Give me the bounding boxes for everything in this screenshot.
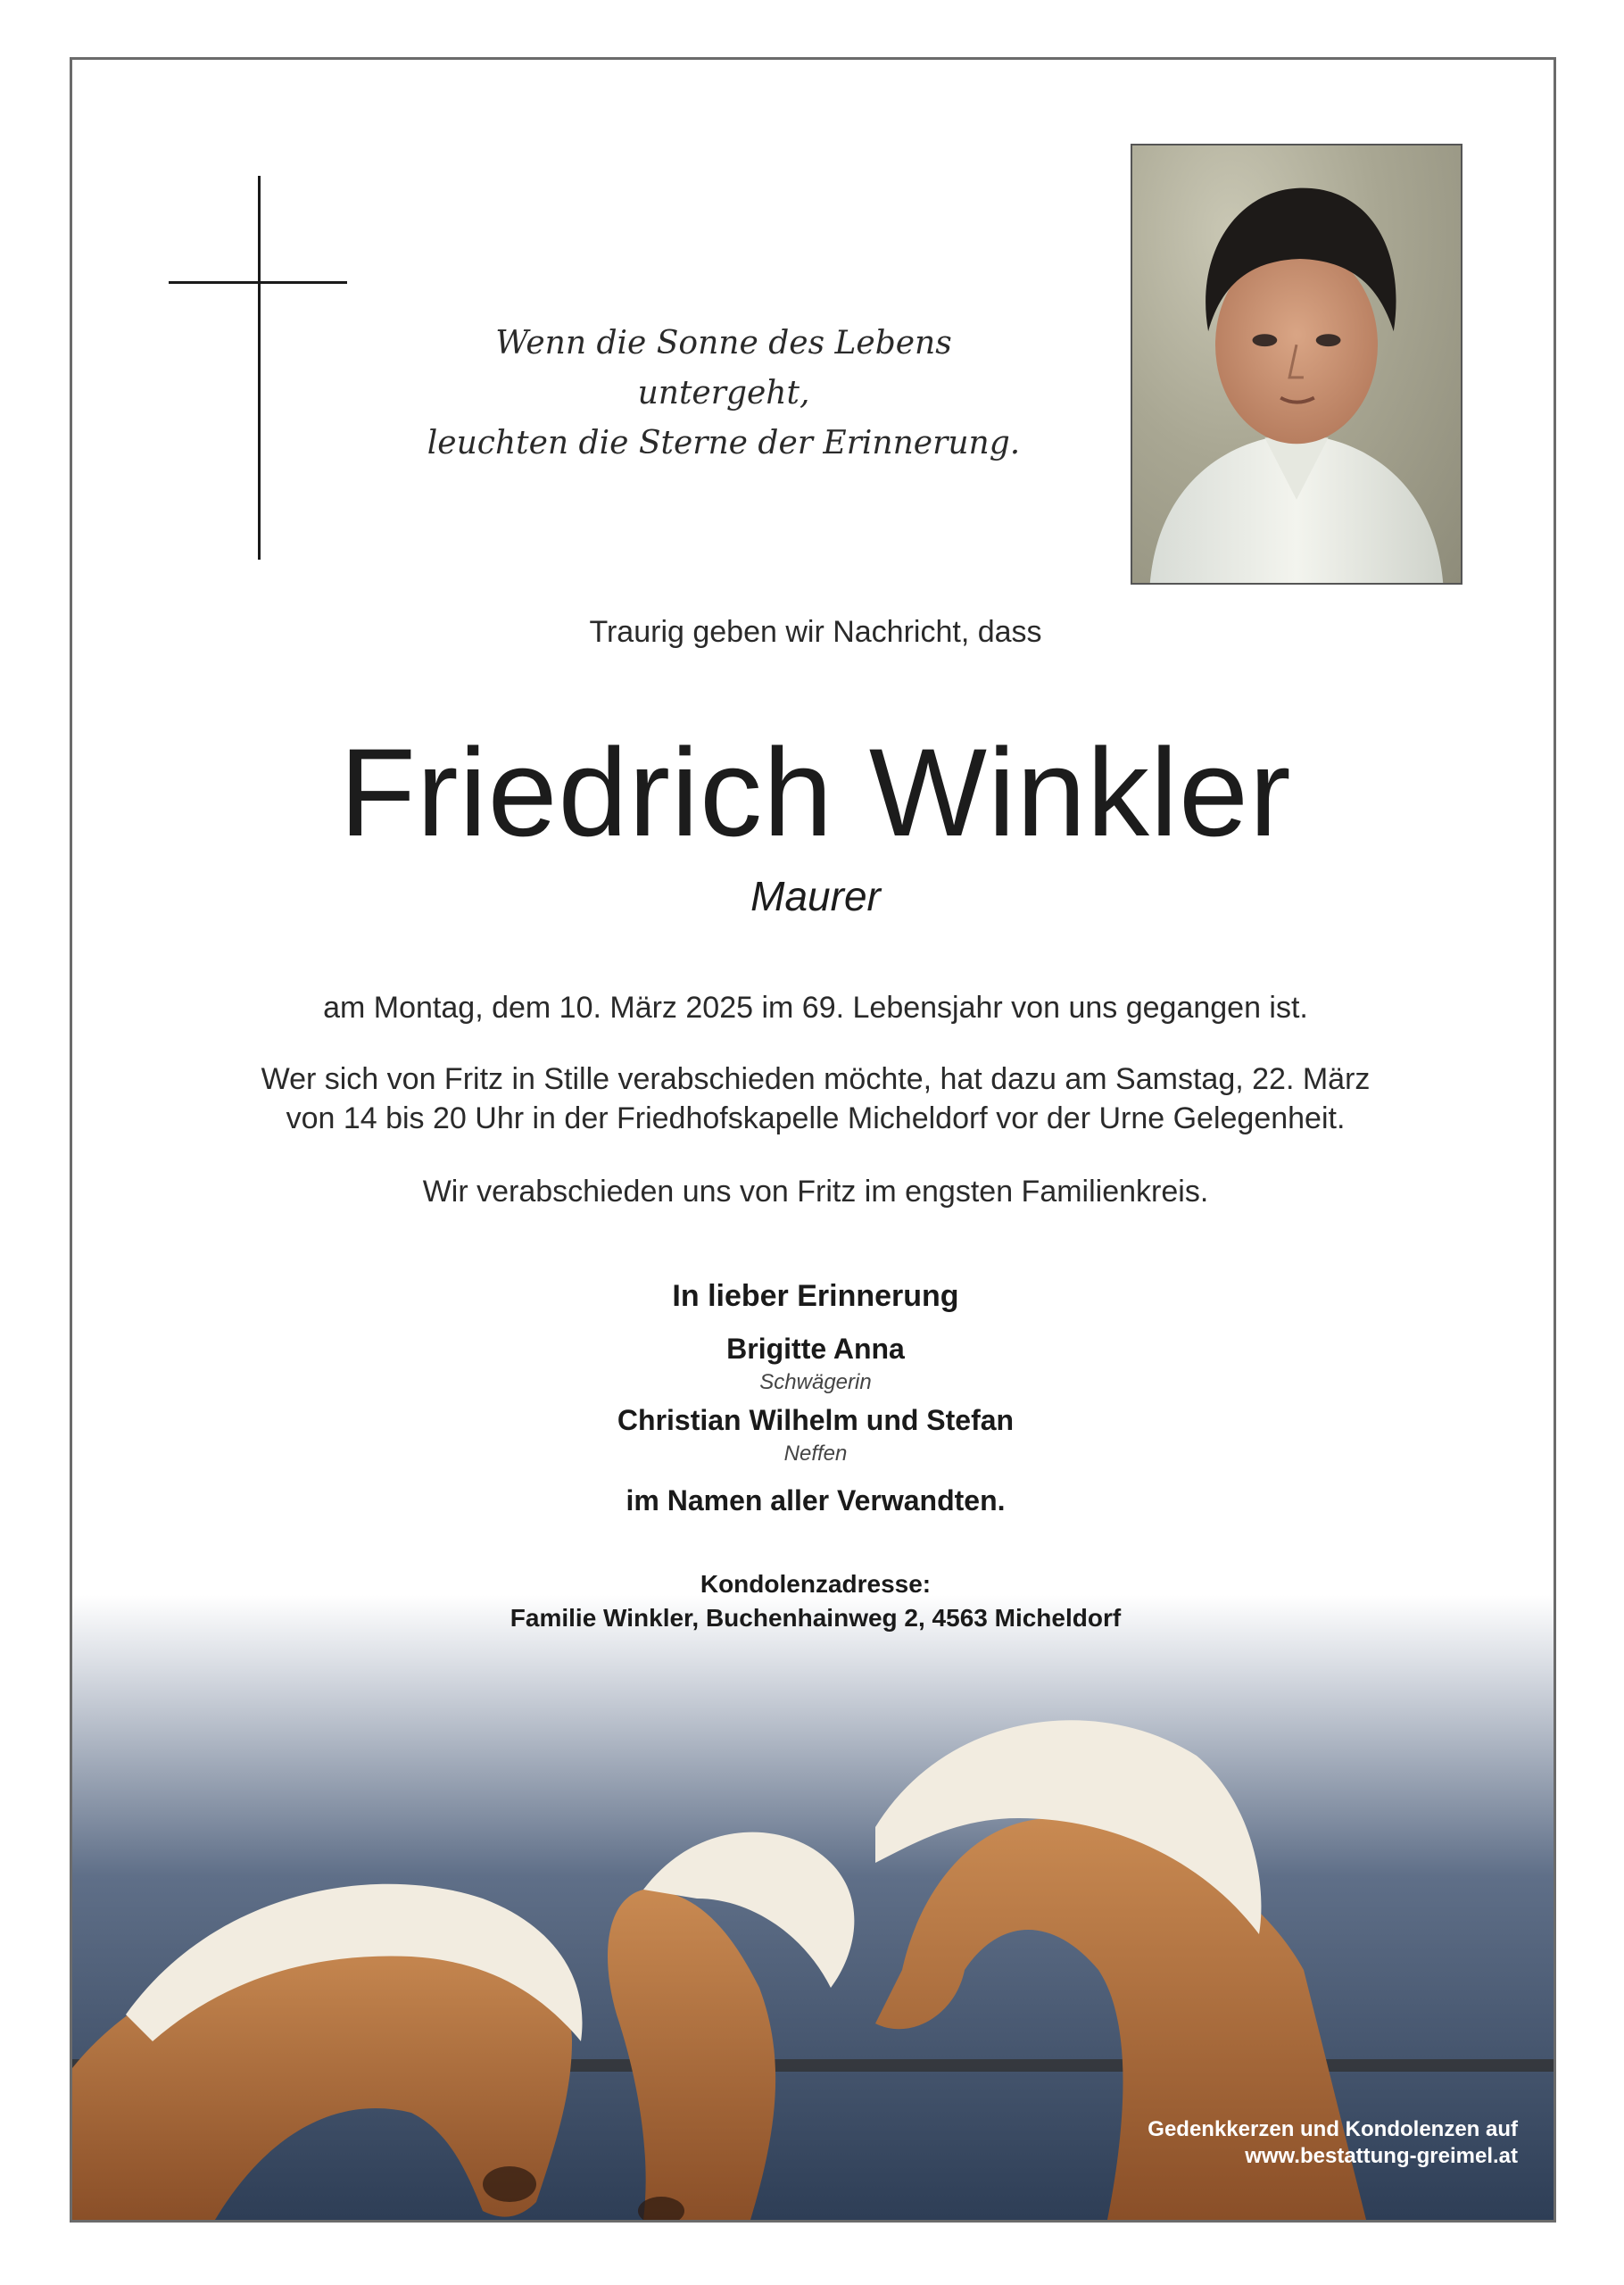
footer-line-1: Gedenkkerzen und Kondolenzen auf	[1148, 2117, 1518, 2141]
deceased-occupation: Maurer	[750, 873, 881, 919]
cross-icon	[258, 176, 261, 560]
quote-line-1: Wenn die Sonne des Lebens untergeht,	[495, 325, 952, 411]
signature-heading: In lieber Erinnerung	[672, 1279, 959, 1313]
family-notice: Wir verabschieden uns von Fritz im engsten Familienkreis.	[422, 1175, 1209, 1209]
condolence-label: Kondolenzadresse:	[700, 1570, 932, 1598]
quote-line-2: leuchten die Sterne der Erinnerung.	[427, 425, 1021, 461]
farewell-line-2: von 14 bis 20 Uhr in der Friedhofskapelle Micheldorf vor der Urne Gelegenheit.	[286, 1101, 1346, 1135]
footer-note	[1148, 2116, 1518, 2170]
farewell-line-1: Wer sich von Fritz in Stille verabschieden möchte, hat dazu am Samstag, 22. März	[261, 1062, 1371, 1096]
mourner-name: Brigitte Anna	[726, 1333, 905, 1365]
condolence-address: Familie Winkler, Buchenhainweg 2, 4563 Micheldorf	[510, 1604, 1122, 1632]
mourner-relation: Neffen	[783, 1442, 848, 1466]
cross-icon-bar	[169, 281, 347, 284]
obituary-card	[70, 57, 1556, 2223]
mourner-name: Christian Wilhelm und Stefan	[617, 1404, 1015, 1436]
memorial-quote	[411, 319, 1036, 469]
death-notice: am Montag, dem 10. März 2025 im 69. Lebensjahr von uns gegangen ist.	[323, 991, 1308, 1025]
farewell-notice	[72, 1059, 1556, 1138]
portrait-photo	[1131, 144, 1462, 585]
footer-website: www.bestattung-greimel.at	[1245, 2144, 1518, 2168]
mourner-relation: Schwägerin	[759, 1370, 872, 1394]
signature-closing: im Namen aller Verwandten.	[626, 1484, 1006, 1516]
intro-text: Traurig geben wir Nachricht, dass	[589, 615, 1042, 649]
deceased-name: Friedrich Winkler	[339, 722, 1292, 862]
